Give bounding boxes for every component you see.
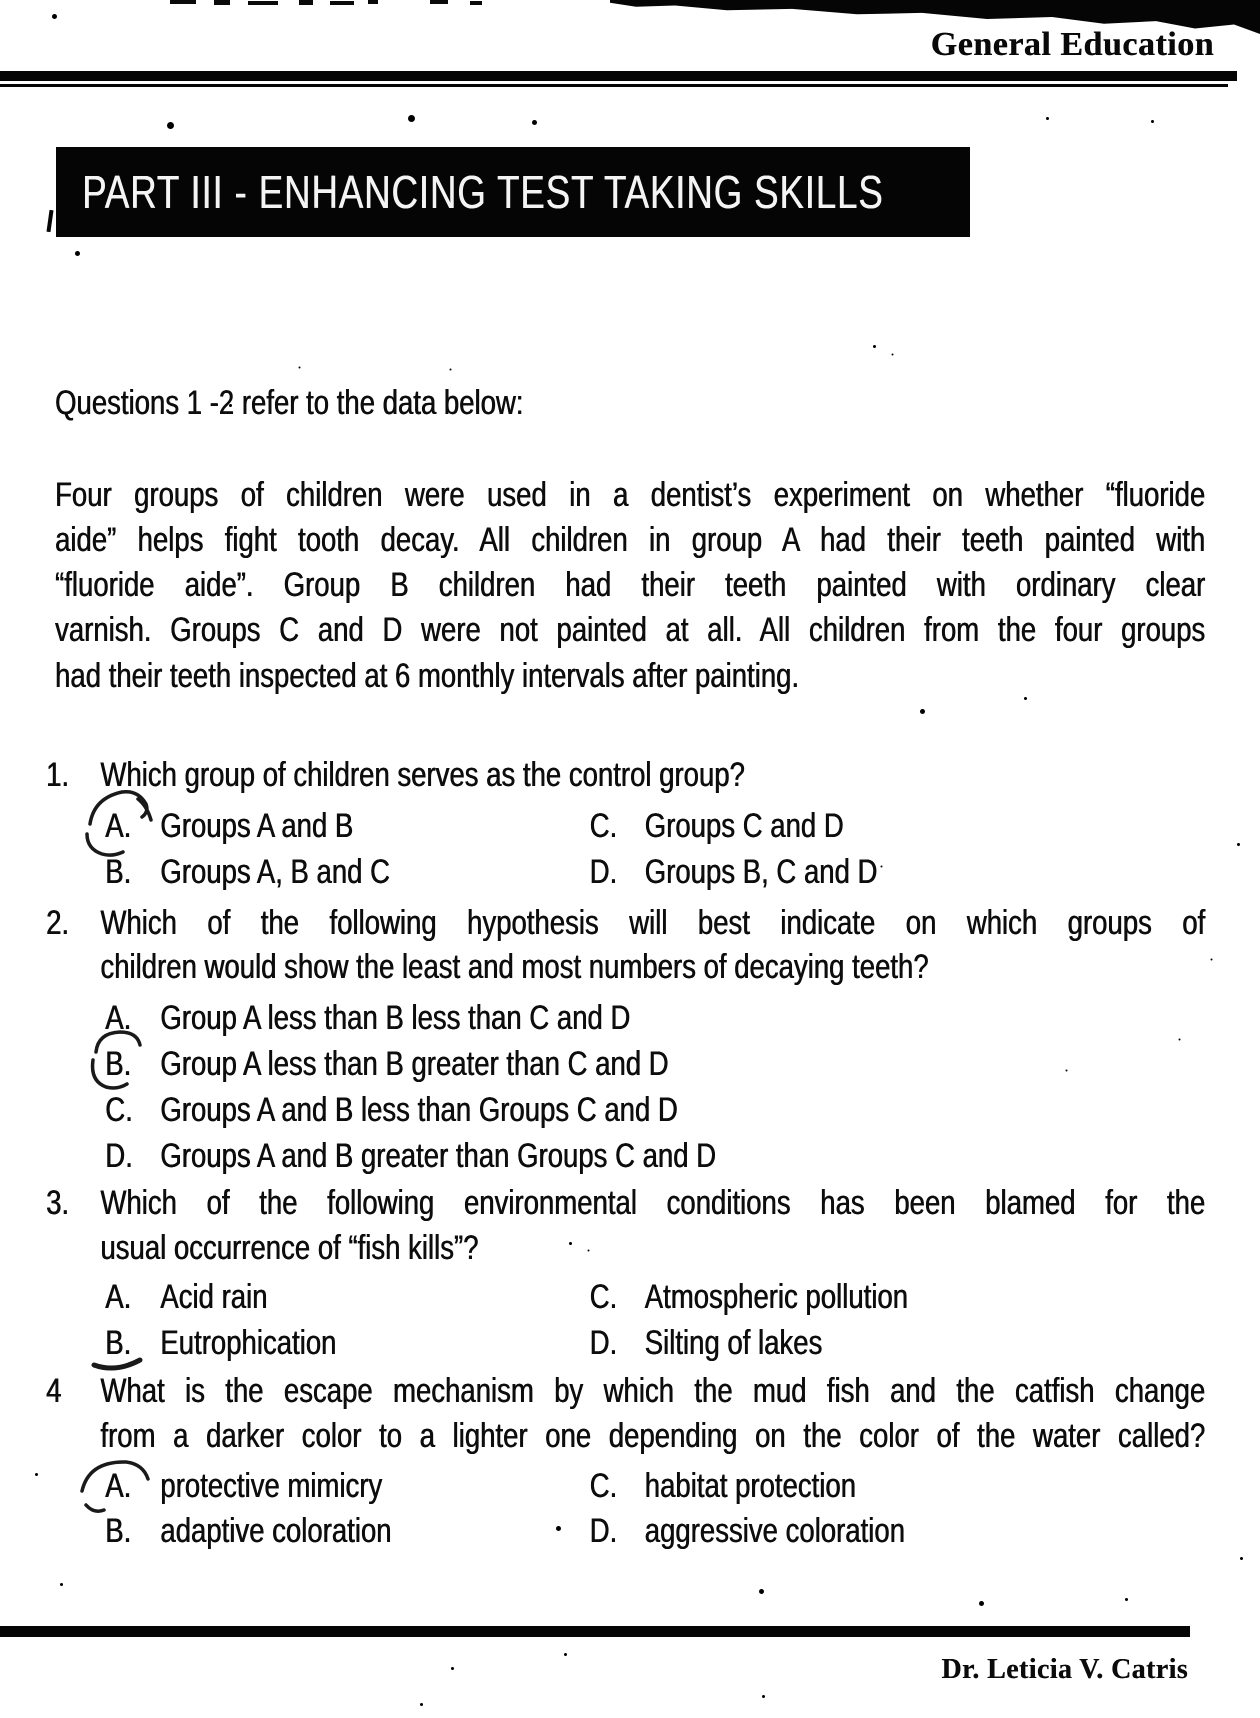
intro-paragraph-line: “fluoride aide”. Group B children had their teeth painted with ordinary clear <box>55 566 1206 604</box>
answer-option-row <box>105 1277 1205 1321</box>
page-header-course-label: General Education <box>930 26 1214 63</box>
footer-author: Dr. Leticia V. Catris <box>941 1654 1188 1685</box>
question-text: Which group of children serves as the control group? <box>100 756 745 794</box>
option-letter: C. <box>589 1467 618 1505</box>
option-letter: D. <box>589 853 618 891</box>
answer-option-row <box>105 852 1205 896</box>
option-text: Atmospheric pollution <box>644 1278 908 1316</box>
question-text: children would show the least and most numbers of decaying teeth? <box>100 948 929 986</box>
answer-option-row <box>105 1090 1205 1134</box>
question-number: 2. <box>46 904 70 942</box>
option-text: habitat protection <box>644 1467 856 1505</box>
option-letter: B. <box>105 1045 132 1083</box>
option-letter: D. <box>105 1137 133 1175</box>
option-letter: B. <box>105 1324 132 1362</box>
answer-option-row <box>105 1044 1205 1088</box>
option-letter: B. <box>105 853 132 891</box>
option-text: Acid rain <box>160 1278 268 1316</box>
scan-artifact <box>46 210 53 232</box>
answer-option-row <box>105 1136 1205 1180</box>
option-text: aggressive coloration <box>644 1512 905 1550</box>
option-letter: B. <box>105 1512 132 1550</box>
option-text: protective mimicry <box>160 1467 383 1505</box>
option-letter: C. <box>589 1278 618 1316</box>
option-text: adaptive coloration <box>160 1512 392 1550</box>
option-letter: C. <box>589 807 618 845</box>
question-text: from a darker color to a lighter one depending on the color of the water called? <box>100 1417 1206 1455</box>
option-letter: D. <box>589 1512 618 1550</box>
answer-option-row <box>105 1466 1205 1510</box>
intro-paragraph-line: varnish. Groups C and D were not painted at all. All children from the four groups <box>55 611 1206 649</box>
question-text: Which of the following environmental conditions has been blamed for the <box>100 1184 1206 1222</box>
option-letter: A. <box>105 1467 132 1505</box>
answer-option-row <box>105 998 1205 1042</box>
option-text: Groups A and B less than Groups C and D <box>160 1091 678 1129</box>
option-text: Groups A, B and C <box>160 853 390 891</box>
option-letter: A. <box>105 1278 132 1316</box>
question-number: 4 <box>46 1372 62 1410</box>
option-text: Group A less than B less than C and D <box>160 999 631 1037</box>
scan-speckles <box>0 0 5 5</box>
intro-paragraph-line: aide” helps fight tooth decay. All children in group A had their teeth painted with <box>55 521 1206 559</box>
question-number: 3. <box>46 1184 70 1222</box>
intro-paragraph-line: Four groups of children were used in a dentist’s experiment on whether “fluoride <box>55 476 1206 514</box>
answer-option-row <box>105 1511 1205 1555</box>
option-text: Eutrophication <box>160 1324 337 1362</box>
option-text: Groups C and D <box>644 807 844 845</box>
option-text: Groups B, C and D <box>644 853 878 891</box>
question-text: usual occurrence of “fish kills”? <box>100 1229 479 1267</box>
option-letter: A. <box>105 999 132 1037</box>
option-letter: A. <box>105 807 132 845</box>
test-body <box>46 0 1206 1718</box>
option-letter: C. <box>105 1091 133 1129</box>
answer-option-row <box>105 806 1205 850</box>
question-text: What is the escape mechanism by which the mud fish and the catfish change <box>100 1372 1206 1410</box>
option-letter: D. <box>589 1324 618 1362</box>
answer-option-row <box>105 1323 1205 1367</box>
option-text: Groups A and B greater than Groups C and D <box>160 1137 717 1175</box>
question-number: 1. <box>46 756 70 794</box>
footer-rule <box>0 1626 1190 1637</box>
option-text: Silting of lakes <box>644 1324 823 1362</box>
option-text: Group A less than B greater than C and D <box>160 1045 669 1083</box>
intro-paragraph-line: had their teeth inspected at 6 monthly intervals after painting. <box>55 657 800 695</box>
question-reference-line: Questions 1 -2 refer to the data below: <box>55 384 524 422</box>
option-text: Groups A and B <box>160 807 354 845</box>
question-text: Which of the following hypothesis will best indicate on which groups of <box>100 904 1206 942</box>
part-title: PART III - ENHANCING TEST TAKING SKILLS <box>82 166 884 218</box>
